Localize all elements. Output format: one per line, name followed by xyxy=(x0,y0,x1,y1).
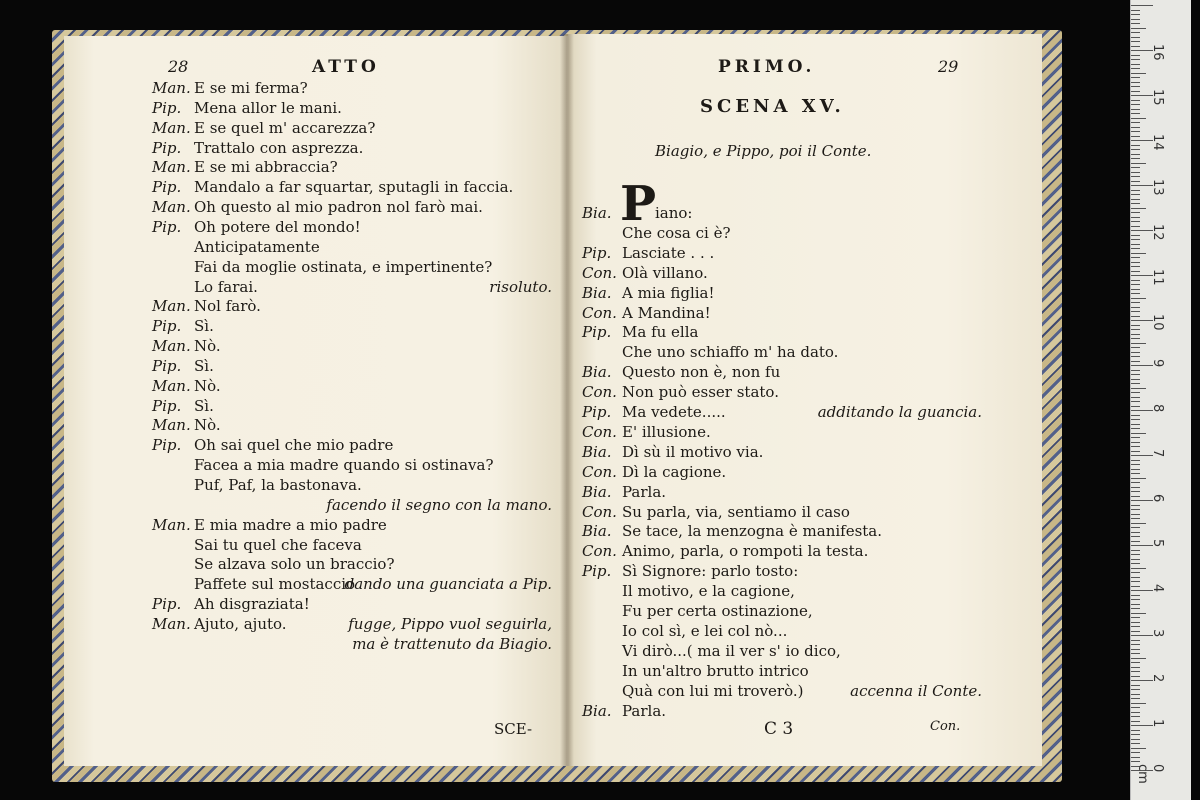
ruler-tick xyxy=(1131,113,1140,114)
verse-line: Oh sai quel che mio padre xyxy=(194,436,394,455)
verse-line: Lo farai. xyxy=(194,277,258,296)
verse-line: Io col sì, e lei col nò... xyxy=(622,621,788,640)
ruler-tick xyxy=(1131,748,1146,749)
ruler-tick xyxy=(1131,14,1140,15)
ruler-tick xyxy=(1131,473,1140,474)
verse-line: Se alzava solo un braccio? xyxy=(194,555,395,574)
ruler-tick xyxy=(1131,91,1140,92)
speaker-label: Man. xyxy=(152,416,191,435)
ruler-tick xyxy=(1131,734,1140,735)
speaker-label: Bia. xyxy=(582,522,612,541)
ruler-tick xyxy=(1131,478,1146,479)
ruler-tick xyxy=(1131,181,1140,182)
ruler-number: 5 xyxy=(1150,539,1165,548)
verse-line: Il motivo, e la cagione, xyxy=(622,582,795,601)
ruler-tick xyxy=(1131,608,1140,609)
verse-line: E se quel m' accarezza? xyxy=(194,118,376,137)
ruler-tick xyxy=(1131,721,1140,722)
ruler-tick xyxy=(1131,176,1140,177)
ruler-tick xyxy=(1131,752,1140,753)
speaker-label: Pip. xyxy=(582,243,612,262)
speaker-label: Bia. xyxy=(582,701,612,720)
ruler-tick xyxy=(1131,118,1146,119)
left-running-head: ATTO xyxy=(312,57,380,77)
speaker-label: Con. xyxy=(582,383,617,402)
ruler-tick xyxy=(1131,145,1140,146)
ruler-tick xyxy=(1131,158,1140,159)
verse-line: Oh questo al mio padron nol farò mai. xyxy=(194,198,483,217)
ruler-number: 2 xyxy=(1150,674,1165,683)
ruler-tick xyxy=(1131,572,1140,573)
ruler-number: 0 cm xyxy=(1135,764,1165,784)
ruler-tick xyxy=(1131,550,1140,551)
ruler-tick xyxy=(1131,347,1140,348)
speaker-label: Man. xyxy=(152,515,191,534)
ruler-tick xyxy=(1131,257,1140,258)
ruler-tick xyxy=(1131,208,1146,209)
verse-line: Dì sù il motivo via. xyxy=(622,442,764,461)
ruler-tick xyxy=(1131,338,1140,339)
ruler-tick xyxy=(1131,604,1140,605)
verse-line: Nol farò. xyxy=(194,297,261,316)
ruler-tick xyxy=(1131,397,1140,398)
ruler-tick xyxy=(1131,568,1146,569)
ruler-tick xyxy=(1131,356,1140,357)
ruler-tick xyxy=(1131,266,1140,267)
ruler-tick xyxy=(1131,244,1140,245)
ruler-number: 10 xyxy=(1150,314,1165,331)
ruler-tick xyxy=(1131,131,1140,132)
verse-line: E' illusione. xyxy=(622,422,711,441)
stage-direction: risoluto. xyxy=(489,277,552,296)
verse-line: Non può esser stato. xyxy=(622,383,779,402)
ruler-tick xyxy=(1131,698,1140,699)
ruler-tick xyxy=(1131,23,1140,24)
ruler-tick xyxy=(1131,496,1140,497)
speaker-label: Bia. xyxy=(582,204,612,222)
speaker-label: Con. xyxy=(582,422,617,441)
measuring-ruler xyxy=(1130,0,1191,800)
ruler-tick xyxy=(1131,190,1140,191)
ruler-tick xyxy=(1131,253,1146,254)
ruler-tick xyxy=(1131,289,1140,290)
book-gutter xyxy=(560,34,574,766)
ruler-tick xyxy=(1131,491,1140,492)
ruler-tick xyxy=(1131,595,1140,596)
ruler-tick xyxy=(1131,581,1140,582)
speaker-label: Con. xyxy=(582,303,617,322)
verse-line: Parla. xyxy=(622,482,667,501)
speaker-label: Man. xyxy=(152,297,191,316)
ruler-tick xyxy=(1131,379,1140,380)
ruler-number: 15 xyxy=(1150,89,1165,106)
ruler-tick xyxy=(1131,163,1146,164)
ruler-number: 3 xyxy=(1150,629,1165,638)
ruler-tick xyxy=(1131,739,1140,740)
ruler-tick xyxy=(1131,676,1140,677)
left-page-number: 28 xyxy=(168,57,189,76)
ruler-tick xyxy=(1131,424,1140,425)
ruler-number: 6 xyxy=(1150,494,1165,503)
speaker-label: Man. xyxy=(152,614,191,633)
verse-line: E se mi abbraccia? xyxy=(194,158,338,177)
verse-line: Nò. xyxy=(194,376,221,395)
ruler-tick xyxy=(1131,401,1140,402)
verse-line: Ma fu ella xyxy=(622,323,699,342)
verse-line: Anticipatamente xyxy=(194,237,320,256)
ruler-tick xyxy=(1131,649,1140,650)
ruler-tick xyxy=(1131,19,1140,20)
ruler-tick xyxy=(1131,694,1140,695)
speaker-label: Man. xyxy=(152,337,191,356)
ruler-tick xyxy=(1131,437,1140,438)
speaker-label: Bia. xyxy=(582,442,612,461)
ruler-tick xyxy=(1131,559,1140,560)
ruler-tick xyxy=(1131,599,1140,600)
stage-direction: facendo il segno con la mano. xyxy=(326,495,552,514)
ruler-tick xyxy=(1131,626,1140,627)
ruler-tick xyxy=(1131,419,1140,420)
ruler-number: 8 xyxy=(1150,404,1165,413)
speaker-label: Man. xyxy=(152,158,191,177)
ruler-tick xyxy=(1131,527,1140,528)
speaker-label: Pip. xyxy=(152,217,182,236)
verse-line: A Mandina! xyxy=(622,303,711,322)
verse-line: iano: xyxy=(655,204,693,222)
scene-persons: Biagio, e Pippo, poi il Conte. xyxy=(655,142,872,160)
ruler-tick xyxy=(1131,212,1140,213)
verse-line: Facea a mia madre quando si ostinava? xyxy=(194,456,494,475)
ruler-tick xyxy=(1131,325,1140,326)
speaker-label: Pip. xyxy=(152,595,182,614)
ruler-number: 12 xyxy=(1150,224,1165,241)
ruler-tick xyxy=(1131,37,1140,38)
ruler-tick xyxy=(1131,689,1140,690)
ruler-tick xyxy=(1131,199,1140,200)
speaker-label: Pip. xyxy=(582,562,612,581)
verse-line: Animo, parla, o rompoti la testa. xyxy=(622,542,869,561)
ruler-number: 9 xyxy=(1150,359,1165,368)
speaker-label: Bia. xyxy=(582,363,612,382)
ruler-tick xyxy=(1131,622,1140,623)
ruler-number: 11 xyxy=(1150,269,1165,286)
ruler-tick xyxy=(1131,415,1140,416)
drop-cap: P xyxy=(620,176,657,232)
scene-title: SCENA XV. xyxy=(700,96,845,117)
ruler-tick xyxy=(1131,136,1140,137)
ruler-tick xyxy=(1131,28,1146,29)
ruler-tick xyxy=(1131,104,1140,105)
ruler-number: 14 xyxy=(1150,134,1165,151)
ruler-tick xyxy=(1131,446,1140,447)
verse-line: Puf, Paf, la bastonava. xyxy=(194,476,362,494)
speaker-label: Con. xyxy=(582,263,617,282)
ruler-tick xyxy=(1131,532,1140,533)
verse-line: Sì. xyxy=(194,396,214,415)
verse-line: Parla. xyxy=(622,701,667,720)
verse-line: Fai da moglie ostinata, e impertinente? xyxy=(194,257,493,276)
speaker-label: Con. xyxy=(582,462,617,481)
verse-line: Nò. xyxy=(194,337,221,356)
ruler-tick xyxy=(1131,343,1146,344)
right-page-number: 29 xyxy=(938,57,959,76)
ruler-tick xyxy=(1131,280,1140,281)
ruler-number: 4 xyxy=(1150,584,1165,593)
verse-line: Oh potere del mondo! xyxy=(194,217,361,236)
ruler-tick xyxy=(1131,487,1140,488)
speaker-label: Man. xyxy=(152,118,191,137)
ruler-tick xyxy=(1131,154,1140,155)
ruler-tick xyxy=(1131,239,1140,240)
ruler-tick xyxy=(1131,712,1140,713)
ruler-tick xyxy=(1131,707,1140,708)
ruler-tick xyxy=(1131,653,1140,654)
verse-line: Sì. xyxy=(194,317,214,336)
speaker-label: Pip. xyxy=(152,138,182,157)
speaker-label: Pip. xyxy=(152,178,182,197)
ruler-tick xyxy=(1131,361,1140,362)
ruler-tick xyxy=(1131,100,1140,101)
ruler-tick xyxy=(1131,716,1140,717)
ruler-tick xyxy=(1131,586,1140,587)
verse-line: E se mi ferma? xyxy=(194,79,308,97)
verse-line: Ma vedete..... xyxy=(622,403,726,421)
speaker-label: Pip. xyxy=(152,396,182,415)
ruler-tick xyxy=(1131,743,1140,744)
right-running-head: PRIMO. xyxy=(718,57,816,77)
ruler-tick xyxy=(1131,523,1146,524)
ruler-tick xyxy=(1131,86,1140,87)
ruler-tick xyxy=(1131,41,1140,42)
speaker-label: Man. xyxy=(152,198,191,217)
ruler-tick xyxy=(1131,10,1140,11)
ruler-tick xyxy=(1131,703,1146,704)
ruler-tick xyxy=(1131,77,1140,78)
ruler-tick xyxy=(1131,64,1140,65)
speaker-label: Bia. xyxy=(582,283,612,302)
ruler-tick xyxy=(1131,262,1140,263)
stage-direction: fugge, Pippo vuol seguirla, xyxy=(348,614,552,633)
ruler-tick xyxy=(1131,235,1140,236)
ruler-tick xyxy=(1131,577,1140,578)
ruler-tick xyxy=(1131,109,1140,110)
ruler-tick xyxy=(1131,658,1146,659)
ruler-tick xyxy=(1131,82,1140,83)
verse-line: Fu per certa ostinazione, xyxy=(622,602,813,620)
ruler-tick xyxy=(1131,761,1140,762)
ruler-tick xyxy=(1131,640,1140,641)
ruler-tick xyxy=(1131,536,1140,537)
ruler-tick xyxy=(1131,226,1140,227)
stage-direction: dando una guanciata a Pip. xyxy=(344,575,552,594)
ruler-tick xyxy=(1131,514,1140,515)
verse-line: Ah disgraziata! xyxy=(194,595,310,614)
ruler-tick xyxy=(1131,464,1140,465)
ruler-tick xyxy=(1131,172,1140,173)
ruler-number: 7 xyxy=(1150,449,1165,458)
stage-direction: additando la guancia. xyxy=(817,403,982,421)
verse-line: Dì la cagione. xyxy=(622,462,727,481)
ruler-tick xyxy=(1131,433,1146,434)
ruler-tick xyxy=(1131,428,1140,429)
ruler-tick xyxy=(1131,671,1140,672)
left-catchword: SCE- xyxy=(494,720,533,738)
ruler-tick xyxy=(1131,284,1140,285)
ruler-tick xyxy=(1131,509,1140,510)
ruler-tick xyxy=(1131,352,1140,353)
verse-line: Ajuto, ajuto. xyxy=(194,614,287,633)
ruler-tick xyxy=(1131,392,1140,393)
ruler-tick xyxy=(1131,248,1140,249)
ruler-tick xyxy=(1131,451,1140,452)
ruler-tick xyxy=(1131,667,1140,668)
speaker-label: Bia. xyxy=(582,482,612,501)
ruler-tick xyxy=(1131,307,1140,308)
ruler-number: 1 xyxy=(1150,719,1165,728)
verse-line: A mia figlia! xyxy=(622,283,715,302)
ruler-tick xyxy=(1131,127,1140,128)
ruler-tick xyxy=(1131,68,1140,69)
verse-line: Sì Signore: parlo tosto: xyxy=(622,562,799,581)
ruler-tick xyxy=(1131,334,1140,335)
ruler-number: 13 xyxy=(1150,179,1165,196)
ruler-tick xyxy=(1131,442,1140,443)
ruler-tick xyxy=(1131,617,1140,618)
verse-line: E mia madre a mio padre xyxy=(194,515,387,534)
ruler-tick xyxy=(1131,32,1140,33)
speaker-label: Pip. xyxy=(152,436,182,455)
verse-line: Se tace, la menzogna è manifesta. xyxy=(622,522,883,541)
speaker-label: Man. xyxy=(152,79,191,97)
stage-direction: accenna il Conte. xyxy=(850,681,982,700)
verse-line: In un'altro brutto intrico xyxy=(622,661,809,680)
ruler-tick xyxy=(1131,293,1140,294)
ruler-tick xyxy=(1131,203,1140,204)
speaker-label: Pip. xyxy=(152,98,182,117)
ruler-tick xyxy=(1131,149,1140,150)
verse-line: Su parla, via, sentiamo il caso xyxy=(622,502,850,521)
ruler-tick xyxy=(1131,370,1140,371)
ruler-tick xyxy=(1131,59,1140,60)
ruler-tick xyxy=(1131,316,1140,317)
ruler-tick xyxy=(1131,388,1146,389)
signature-mark: C 3 xyxy=(764,719,794,739)
ruler-tick xyxy=(1131,221,1140,222)
ruler-tick xyxy=(1131,505,1140,506)
ruler-tick xyxy=(1131,5,1153,6)
verse-line: Olà villano. xyxy=(622,263,708,282)
verse-line: Che cosa ci è? xyxy=(622,223,731,242)
verse-line: Quà con lui mi troverò.) xyxy=(622,681,804,700)
ruler-tick xyxy=(1131,73,1146,74)
ruler-tick xyxy=(1131,46,1140,47)
ruler-tick xyxy=(1131,374,1140,375)
ruler-tick xyxy=(1131,298,1146,299)
ruler-tick xyxy=(1131,541,1140,542)
ruler-tick xyxy=(1131,217,1140,218)
speaker-label: Con. xyxy=(582,502,617,521)
ruler-tick xyxy=(1131,194,1140,195)
verse-line: Nò. xyxy=(194,416,221,435)
ruler-tick xyxy=(1131,563,1140,564)
verse-line: Sai tu quel che faceva xyxy=(194,535,362,554)
ruler-tick xyxy=(1131,757,1140,758)
verse-line: Trattalo con asprezza. xyxy=(194,138,364,157)
ruler-tick xyxy=(1131,311,1140,312)
ruler-tick xyxy=(1131,55,1140,56)
ruler-tick xyxy=(1131,383,1140,384)
ruler-tick xyxy=(1131,271,1140,272)
verse-line: Che uno schiaffo m' ha dato. xyxy=(622,343,839,362)
verse-line: Paffete sul mostaccio xyxy=(194,575,356,594)
verse-line: Vi dirò...( ma il ver s' io dico, xyxy=(622,641,841,660)
ruler-tick xyxy=(1131,685,1140,686)
ruler-tick xyxy=(1131,469,1140,470)
ruler-tick xyxy=(1131,662,1140,663)
ruler-number: 16 xyxy=(1150,44,1165,61)
speaker-label: Man. xyxy=(152,376,191,395)
verse-line: Questo non è, non fu xyxy=(622,363,781,382)
ruler-tick xyxy=(1131,554,1140,555)
ruler-tick xyxy=(1131,302,1140,303)
speaker-label: Con. xyxy=(582,542,617,561)
ruler-tick xyxy=(1131,406,1140,407)
verse-line: Sì. xyxy=(194,356,214,375)
ruler-tick xyxy=(1131,482,1140,483)
speaker-label: Pip. xyxy=(582,323,612,342)
speaker-label: Pip. xyxy=(152,317,182,336)
ruler-tick xyxy=(1131,631,1140,632)
ruler-tick xyxy=(1131,329,1140,330)
ruler-tick xyxy=(1131,167,1140,168)
verse-line: Mandalo a far squartar, sputagli in faccia. xyxy=(194,178,514,197)
ruler-tick xyxy=(1131,460,1140,461)
ruler-tick xyxy=(1131,518,1140,519)
ruler-tick xyxy=(1131,122,1140,123)
right-catchword: Con. xyxy=(930,719,961,734)
ruler-tick xyxy=(1131,644,1140,645)
ruler-tick xyxy=(1131,613,1146,614)
verse-line: Mena allor le mani. xyxy=(194,98,342,117)
verse-line: Lasciate . . . xyxy=(622,243,715,262)
ruler-tick xyxy=(1131,730,1140,731)
stage-direction: ma è trattenuto da Biagio. xyxy=(352,634,552,653)
speaker-label: Pip. xyxy=(152,356,182,375)
speaker-label: Pip. xyxy=(582,403,612,421)
